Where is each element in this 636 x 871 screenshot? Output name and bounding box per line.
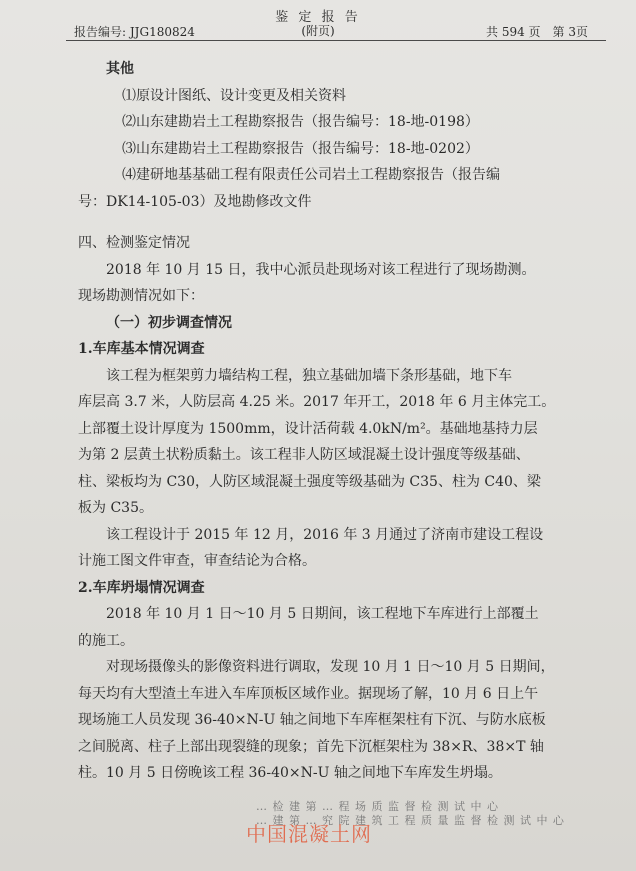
text-line: ⑷建研地基基础工程有限责任公司岩土工程勘察报告（报告编 <box>122 167 500 183</box>
report-number: 报告编号: JJG180824 <box>74 25 195 39</box>
text-line: 每天均有大型渣土车进入车库顶板区域作业。据现场了解，10 月 6 日上午 <box>78 685 539 702</box>
watermark: 中国混凝土网 <box>246 822 372 846</box>
header-title: 鉴 定 报 告 <box>275 10 361 25</box>
text-line: 现场施工人员发现 36-40×N-U 轴之间地下车库框架柱有下沉、与防水底板 <box>78 712 546 728</box>
header-divider <box>66 40 606 41</box>
text-line: 号：DK14-105-03）及地勘修改文件 <box>78 193 312 210</box>
page-count: 共 594 页 第 3页 <box>486 25 588 39</box>
text-line: 对现场摄像头的影像资料进行调取，发现 10 月 1 日～10 月 5 日期间， <box>106 659 555 675</box>
text-line: 的施工。 <box>78 632 134 649</box>
text-line: 四、检测鉴定情况 <box>78 235 190 251</box>
text-line: 上部覆土设计厚度为 1500mm，设计活荷载 4.0kN/m²。基础地基持力层 <box>78 420 538 437</box>
text-line: 之间脱离、柱子上部出现裂缝的现象；首先下沉框架柱为 38×R、38×T 轴 <box>78 738 544 755</box>
text-line: ⑴原设计图纸、设计变更及相关资料 <box>122 87 346 104</box>
text-line: 为第 2 层黄土状粉质黏土。该工程非人防区域混凝土设计强度等级基础、 <box>78 447 530 463</box>
text-line: 库层高 3.7 米，人防层高 4.25 米。2017 年开工，2018 年 6 月主体完工。 <box>78 394 556 410</box>
text-line: ⑶山东建勘岩土工程勘察报告（报告编号：18-地-0202） <box>122 140 479 157</box>
text-line: ⑵山东建勘岩土工程勘察报告（报告编号：18-地-0198） <box>122 114 479 130</box>
stamp-line-1: … 检 建 第 … 程 场 质 监 督 检 测 试 中 心 <box>256 800 499 813</box>
text-line: 2.车库坍塌情况调查 <box>78 579 205 596</box>
text-line: 该工程设计于 2015 年 12 月，2016 年 3 月通过了济南市建设工程设 <box>106 526 544 543</box>
text-line: 2018 年 10 月 15 日，我中心派员赴现场对该工程进行了现场勘测。 <box>106 261 536 278</box>
stamp-line-2: … 建 第 … 究 院 建 筑 工 程 质 量 监 督 检 测 试 中 心 <box>256 814 565 827</box>
text-line: 1.车库基本情况调查 <box>78 341 205 357</box>
paragraph-gap <box>78 215 598 230</box>
text-line: 板为 C35。 <box>78 500 153 516</box>
text-line: 该工程为框架剪力墙结构工程，独立基础加墙下条形基础，地下车 <box>106 367 512 384</box>
text-line: 计施工图文件审查，审查结论为合格。 <box>78 553 316 569</box>
page-header <box>0 0 636 46</box>
text-line: 其他 <box>106 61 134 77</box>
text-line: 2018 年 10 月 1 日～10 月 5 日期间，该工程地下车库进行上部覆土 <box>106 606 539 622</box>
text-line: 现场勘测情况如下： <box>78 288 204 304</box>
text-line: 柱。10 月 5 日傍晚该工程 36-40×N-U 轴之间地下车库发生坍塌。 <box>78 765 502 781</box>
text-line: 柱、梁板均为 C30，人防区域混凝土强度等级基础为 C35、柱为 C40、梁 <box>78 473 541 490</box>
report-body <box>78 56 598 787</box>
text-line: （一）初步调查情况 <box>106 314 232 331</box>
header-subtitle: (附页) <box>301 24 335 38</box>
